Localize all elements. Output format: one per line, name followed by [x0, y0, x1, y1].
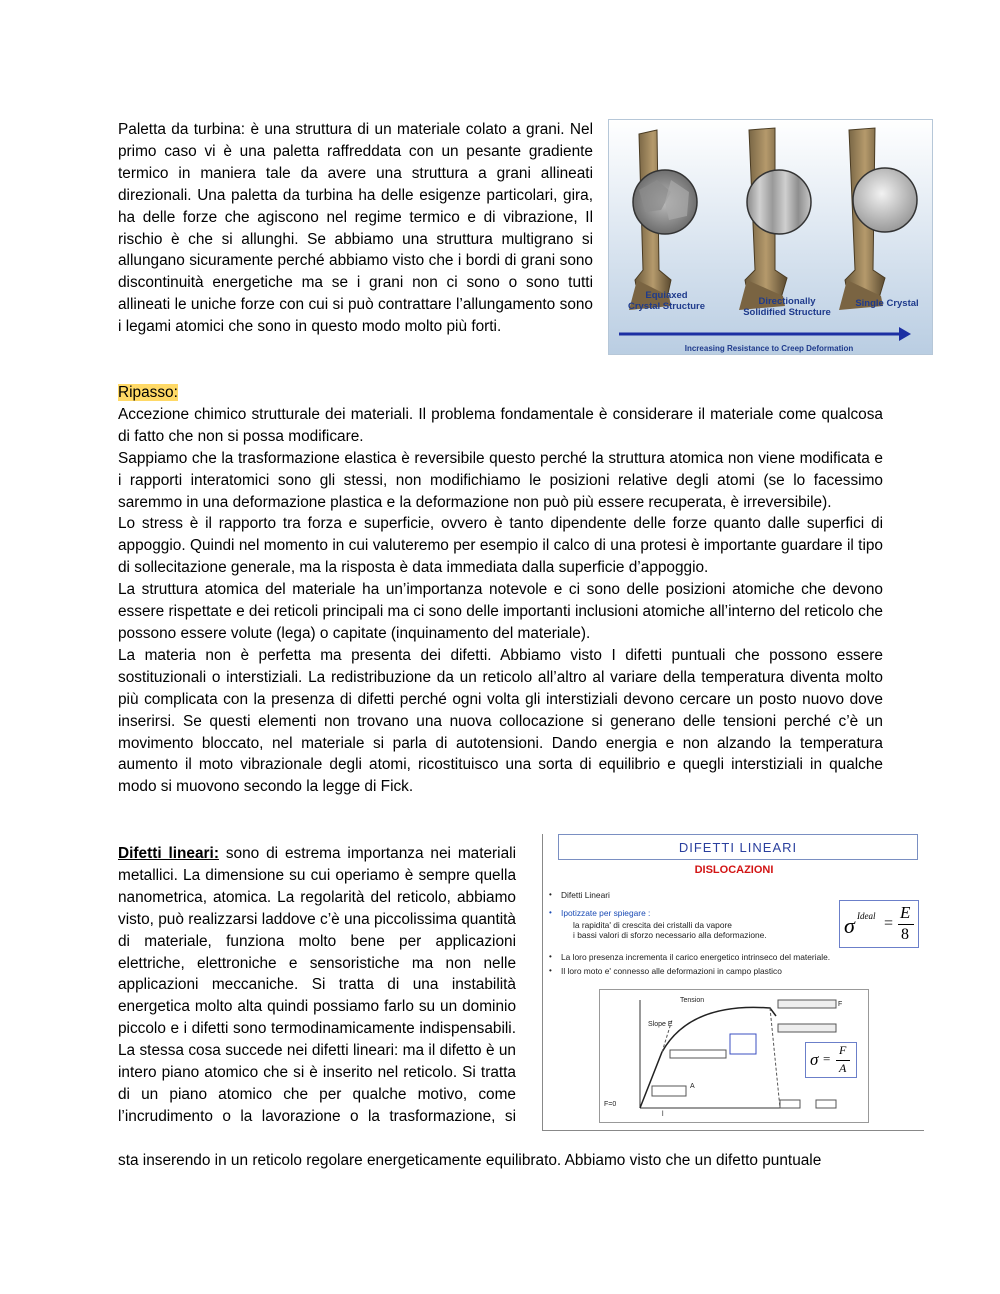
label-directional-line2: Solidified Structure: [743, 307, 831, 318]
formula2-den: A: [839, 1061, 847, 1075]
formula-den: 8: [901, 926, 909, 943]
label-directional: [737, 296, 837, 318]
bullet-ipotizzate: Ipotizzate per spiegare :: [561, 908, 651, 918]
diagram-f0-label: F=0: [604, 1101, 617, 1108]
difetti-last-line: [118, 1150, 883, 1172]
turbine-blades-illustration: [609, 120, 933, 355]
formula-sigma-ideal: [839, 900, 919, 948]
bullet-dot: •: [549, 966, 552, 975]
difetti-last-line-text: sta inserendo in un reticolo regolare energeticamente equilibrato. Abbiamo visto che un difetto puntuale: [118, 1152, 822, 1169]
ripasso-heading: Ripasso:: [118, 384, 178, 401]
diagram-a0-label: A: [690, 1083, 695, 1090]
bullet-difetti: Difetti Lineari: [561, 890, 610, 900]
bullet-dot: •: [549, 890, 552, 899]
formula-sigma-fa: [805, 1042, 857, 1078]
ripasso-paragraph: Lo stress è il rapporto tra forza e superficie, ovvero è tanto dipendente delle forze quanto dalle superfici di appoggio. Quindi nel momento in cui valuteremo per esempio il calco di una protesi è importante guardare il tipo di sollecitazione generale, ma la risposta è data immediata dalla superficie d’appoggio.: [118, 515, 883, 577]
formula-bar: [898, 924, 914, 925]
formula2-num: F: [839, 1043, 847, 1057]
formula2-equals: =: [823, 1051, 831, 1066]
difetti-text: sono di estrema importanza nei materiali metallici. La dimensione su cui operiamo è sempre quella nanometrica, atomica. La regolarità del reticolo, abbiamo visto, può realizzarsi laddove c’è una piccolissima quantità di materiale, funziona molto bene per applicazioni elettriche, elettroniche e sensoristiche ma non nelle applicazioni meccaniche. Si tratta di una instabilità energetica molto alta quindi possiamo farlo su un dominio piccolo e i difetti sono termodinamicamente indispensabili. La stessa cosa succede nei difetti lineari: ma il difetto è un intero piano atomico che si è inserito nel reticolo. Si tratta di un piano atomico che per qualche motivo, come l’incrudimento o la lavorazione o la trasformazione, si: [118, 845, 517, 1125]
arrow-caption: Increasing Resistance to Creep Deformation: [684, 344, 854, 353]
ripasso-paragraph: Accezione chimico strutturale dei materiali. Il problema fondamentale è considerare il materiale come qualcosa di fatto che non si possa modificare.: [118, 405, 883, 445]
difetti-heading: Difetti lineari:: [118, 845, 219, 862]
formula-sigma: σ: [844, 913, 855, 938]
bullet-carico: La loro presenza incrementa il carico energetico intrinseco del materiale.: [561, 952, 831, 962]
diagram-slope-label: Slope E: [648, 1021, 673, 1028]
label-equiaxed: [619, 290, 714, 312]
dislocations-slide: [542, 834, 924, 1131]
formula-sup: Ideal: [857, 911, 876, 921]
label-single-crystal: Single Crystal: [855, 298, 919, 309]
formula2-sigma: σ: [810, 1050, 819, 1069]
ripasso-paragraph: La materia non è perfetta ma presenta dei difetti. Abbiamo visto I difetti puntuali che possono essere sostituzionali o interstiziali. La redistribuzione da un reticolo all’altro al variare della temperatura diventa molto più complicata con la presenza di difetti perché ogni volta gli interstiziali devono cercare un posto nuovo dove inserirsi. Se questi elementi non trovano una nuova collocazione si generano delle tensioni perché c’è un movimento bloccato, nel materiale si parla di autotensioni. Dando energia e non alzando la temperatura aumento il moto vibrazionale degli atomi, ricostituisco una sorta di equilibrio e quegli interstiziali in qualche modo si muovono secondo la legge di Fick.: [118, 646, 883, 796]
diagram-l0-label: l: [662, 1111, 664, 1118]
ripasso-paragraph: Sappiamo che la trasformazione elastica è reversibile questo perché la struttura atomica non viene modificata e i rapporti interatomici sono gli stessi, non modifichiamo le posizioni relative degli atomi (se lo facessimo saremmo in una deformazione plastica e la deformazione non può più essere recuperata, è irreversibile).: [118, 449, 883, 511]
slide-title: DIFETTI LINEARI: [558, 834, 918, 860]
formula-num: E: [900, 903, 911, 922]
bullet-ipotizzate-line1: la rapidita' di crescita dei cristalli da vapore: [573, 920, 732, 930]
diagram-tension-label: Tension: [680, 997, 705, 1004]
intro-paragraph: [118, 119, 593, 338]
bullet-dot: •: [549, 952, 552, 961]
bullet-ipotizzate-line2: i bassi valori di sforzo necessario alla deformazione.: [573, 930, 767, 940]
formula-equals: =: [884, 915, 894, 932]
label-equiaxed-line2: Crystal Structure: [627, 301, 706, 312]
slide-subtitle: DISLOCAZIONI: [694, 864, 774, 876]
intro-text: Paletta da turbina: è una struttura di un materiale colato a grani. Nel primo caso vi è una paletta raffreddata con un pesante gradiente termico in maniera tale da avere una struttura a grani allineati direzionali. Una paletta da turbina ha delle esigenze particolari, gira, ha delle forze che agiscono nel regime termico e di vibrazione, Il rischio è che si allunghi. Se abbiamo una struttura multigrano si allungano sicuramente perché abbiamo visto che i bordi di grani sono discontinuità energetiche ma se i grani non ci sono o sono tutti allineati le uniche forze con cui si può contrattare l’allungamento sono i legami atomici che sono in questo modo molto più forti.: [118, 121, 593, 336]
turbine-blades-figure: [608, 119, 933, 355]
difetti-section: [118, 843, 516, 1128]
bullet-moto: Il loro moto e' connesso alle deformazioni in campo plastico: [561, 966, 782, 976]
ripasso-paragraph: La struttura atomica del materiale ha un’importanza notevole e ci sono delle posizioni atomiche che devono essere rispettate e dei reticoli principali ma ci sono delle importanti inclusioni atomiche all’interno del reticolo che possono essere volute (lega) o capitate (inquinamento del materiale).: [118, 581, 883, 642]
ripasso-section: [118, 382, 883, 798]
bullet-dot: •: [549, 908, 552, 917]
diagram-f-label: F: [838, 1001, 843, 1008]
label-directional-line1: Directionally: [758, 296, 816, 307]
label-equiaxed-line1: Equiaxed: [645, 290, 688, 301]
